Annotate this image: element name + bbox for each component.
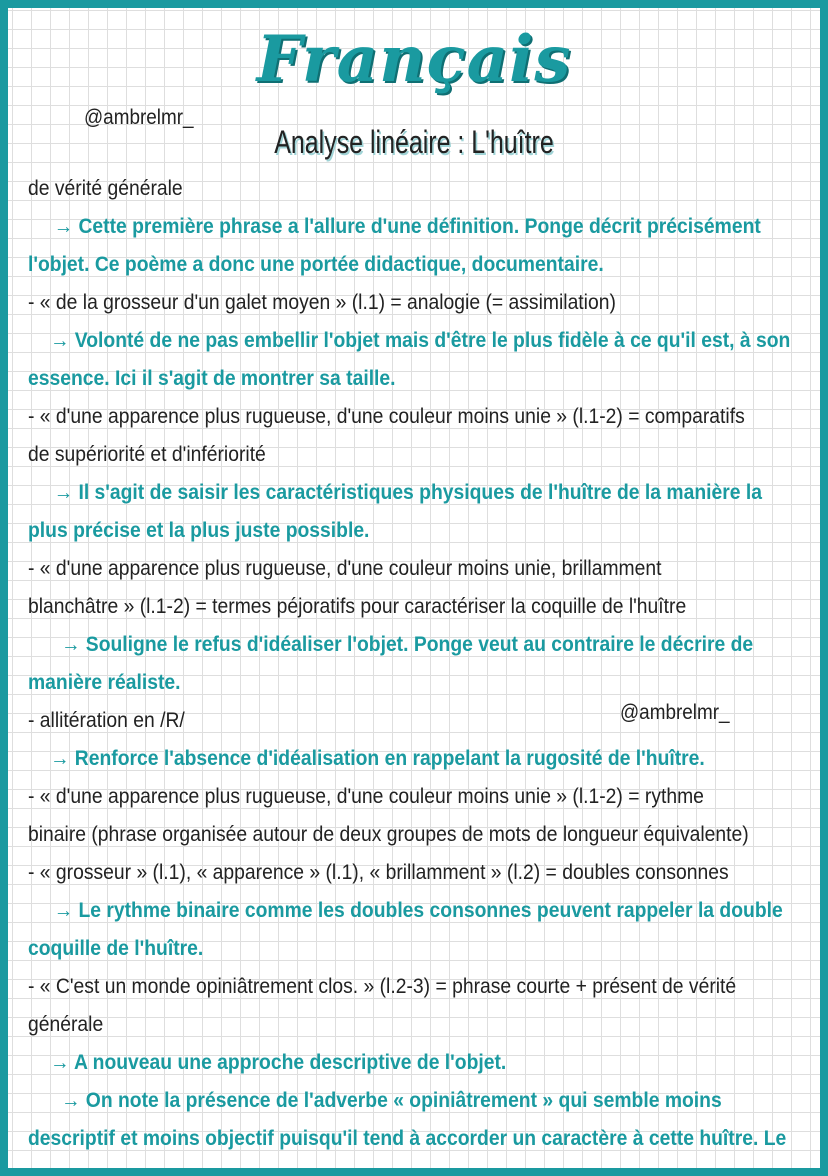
note-line-arrow: → Souligne le refus d'idéaliser l'objet. Ponge veut au contraire le décrire de: [61, 633, 754, 656]
note-line: - « C'est un monde opiniâtrement clos. » (l.2-3) = phrase courte + présent de vérité: [28, 975, 737, 998]
note-line-arrow: → On note la présence de l'adverbe « opiniâtrement » qui semble moins: [61, 1089, 722, 1112]
note-line: - « d'une apparence plus rugueuse, d'une couleur moins unie, brillamment: [28, 557, 662, 580]
note-line: - allitération en /R/: [28, 709, 185, 732]
note-line-arrow: → Cette première phrase a l'allure d'une définition. Ponge décrit précisément: [53, 215, 761, 238]
note-line: - « grosseur » (l.1), « apparence » (l.1), « brillamment » (l.2) = doubles consonnes: [28, 861, 729, 884]
note-line-arrow: → Renforce l'absence d'idéalisation en rappelant la rugosité de l'huître.: [50, 747, 705, 770]
note-line: coquille de l'huître.: [28, 937, 204, 960]
page-subtitle: Analyse linéaire : L'huître: [274, 124, 554, 160]
note-line: manière réaliste.: [28, 671, 181, 694]
watermark-handle: @ambrelmr_: [620, 701, 730, 724]
note-line-arrow: → Volonté de ne pas embellir l'objet mais d'être le plus fidèle à ce qu'il est, à son: [50, 329, 791, 352]
note-line: essence. Ici il s'agit de montrer sa taille.: [28, 367, 396, 390]
note-line: - « d'une apparence plus rugueuse, d'une couleur moins unie » (l.1-2) = comparatifs: [28, 405, 745, 428]
note-line: générale: [28, 1013, 104, 1036]
note-line: - « d'une apparence plus rugueuse, d'une couleur moins unie » (l.1-2) = rythme: [28, 785, 704, 808]
note-line: de vérité générale: [28, 177, 183, 200]
author-handle: @ambrelmr_: [84, 106, 194, 129]
page-title: Français: [256, 22, 572, 97]
note-line-arrow: → A nouveau une approche descriptive de l'objet.: [50, 1051, 507, 1074]
note-line-arrow: → Le rythme binaire comme les doubles consonnes peuvent rappeler la double: [53, 899, 783, 922]
note-line-arrow: → Il s'agit de saisir les caractéristiques physiques de l'huître de la manière la: [53, 481, 762, 504]
note-line: - « de la grosseur d'un galet moyen » (l.1) = analogie (= assimilation): [28, 291, 616, 314]
note-line: descriptif et moins objectif puisqu'il tend à accorder un caractère à cette huître. Le: [28, 1127, 787, 1150]
note-line: l'objet. Ce poème a donc une portée didactique, documentaire.: [28, 253, 604, 276]
notes-body: [28, 170, 808, 1158]
note-line: blanchâtre » (l.1-2) = termes péjoratifs pour caractériser la coquille de l'huître: [28, 595, 687, 618]
note-line: de supériorité et d'infériorité: [28, 443, 266, 466]
note-line: plus précise et la plus juste possible.: [28, 519, 370, 542]
note-line: binaire (phrase organisée autour de deux groupes de mots de longueur équivalente): [28, 823, 749, 846]
